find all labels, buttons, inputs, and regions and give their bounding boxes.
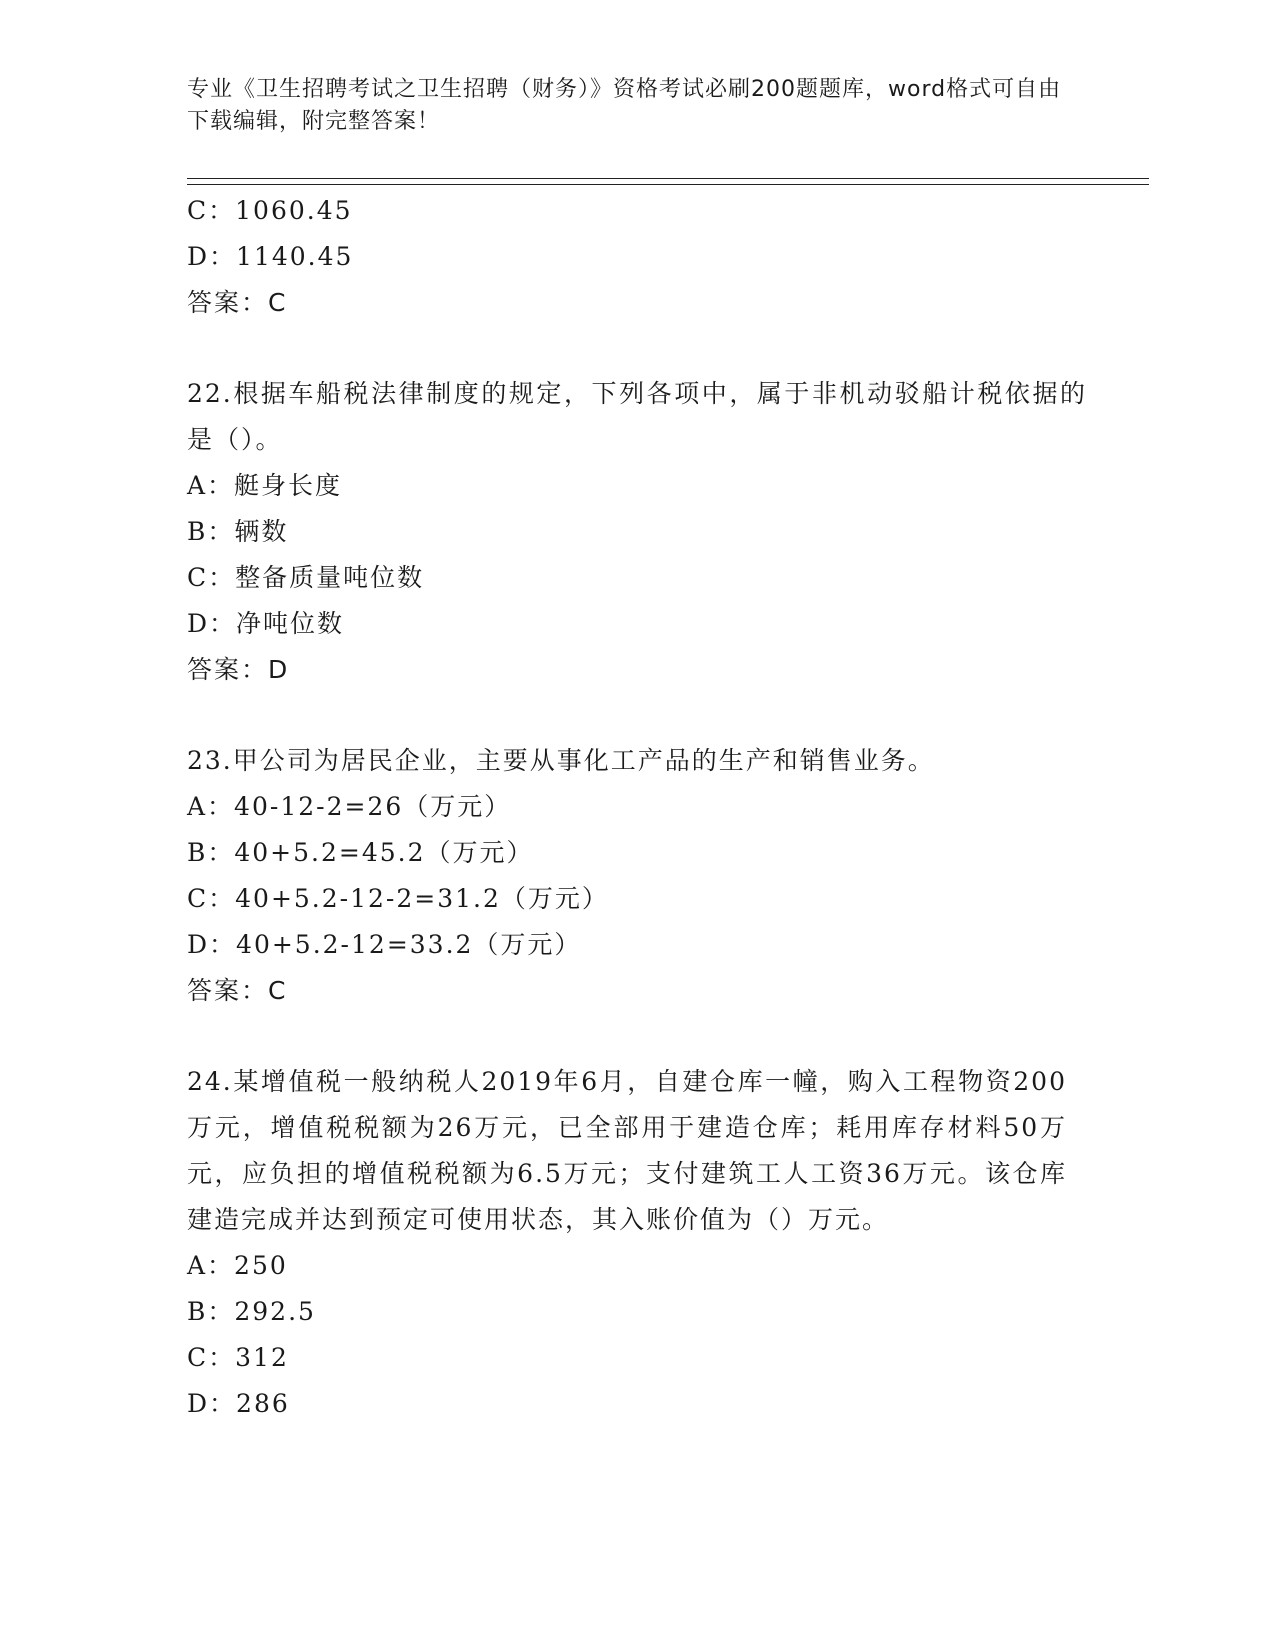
document-header-title: 专业《卫生招聘考试之卫生招聘（财务）》资格考试必刷200题题库，word格式可自由下载编辑，附完整答案！ — [187, 77, 1062, 134]
q23-option-c: C：40+5.2-12-2=31.2（万元） — [187, 884, 609, 913]
header-divider-top — [187, 178, 1149, 179]
q21-answer: 答案：C — [187, 288, 288, 317]
q23-option-b: B：40+5.2=45.2（万元） — [187, 838, 534, 867]
q23-question-text: 23.甲公司为居民企业，主要从事化工产品的生产和销售业务。 — [187, 746, 935, 775]
q22-question-text: 22.根据车船税法律制度的规定，下列各项中，属于非机动驳船计税依据的是（）。 — [187, 379, 1087, 454]
q23-answer: 答案：C — [187, 976, 288, 1005]
q23-option-d: D：40+5.2-12=33.2（万元） — [187, 930, 582, 959]
header-divider-bottom — [187, 184, 1149, 185]
q21-option-d: D：1140.45 — [187, 242, 354, 271]
q24-option-c: C：312 — [187, 1343, 289, 1372]
q24-option-d: D：286 — [187, 1389, 290, 1418]
question-content — [187, 188, 1087, 1427]
q22-option-d: D：净吨位数 — [187, 609, 345, 638]
q22-option-a: A：艇身长度 — [187, 471, 343, 500]
q22-option-c: C：整备质量吨位数 — [187, 563, 425, 592]
q24-question-text: 24.某增值税一般纳税人2019年6月，自建仓库一幢，购入工程物资200万元，增值税税额为26万元，已全部用于建造仓库；耗用库存材料50万元，应负担的增值税税额为6.5万元；支付建筑工人工资36万元。该仓库建造完成并达到预定可使用状态，其入账价值为（）万元。 — [187, 1067, 1067, 1234]
q21-option-c: C：1060.45 — [187, 196, 353, 225]
q23-option-a: A：40-12-2=26（万元） — [187, 792, 512, 821]
q22-answer: 答案：D — [187, 655, 290, 684]
q24-option-a: A：250 — [187, 1251, 288, 1280]
q24-option-b: B：292.5 — [187, 1297, 316, 1326]
q22-option-b: B：辆数 — [187, 517, 289, 546]
